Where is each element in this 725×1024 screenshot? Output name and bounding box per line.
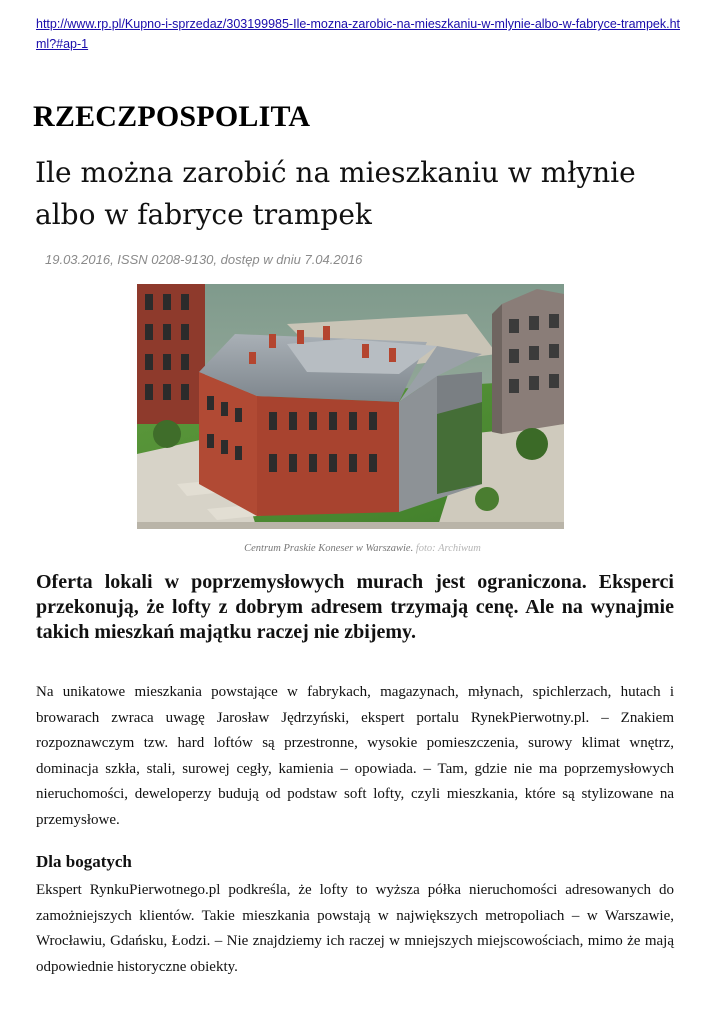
source-url-link[interactable]: http://www.rp.pl/Kupno-i-sprzedaz/303199985-Ile-mozna-zarobic-na-mieszkaniu-w-mlynie-albo-w-fabryce-trampek.html?#ap-1 — [36, 17, 681, 51]
photo-credit: foto: Archiwum — [415, 543, 481, 554]
article-lead: Oferta lokali w poprzemysłowych murach jest ograniczona. Eksperci przekonują, że lofty z dobrym adresem trzymają cenę. Ale na wynajmie takich mieszkań majątku raczej nie zbijemy. — [36, 571, 674, 643]
article-meta: 19.03.2016, ISSN 0208-9130, dostęp w dniu 7.04.2016 — [45, 252, 363, 267]
photo-caption — [0, 543, 725, 554]
section-heading: Dla bogatych — [36, 852, 132, 871]
article-title: Ile można zarobić na mieszkaniu w młynie albo w fabryce trampek — [35, 156, 636, 231]
publication-name: RZECZPOSPOLITA — [33, 100, 311, 133]
photo-caption-text: Centrum Praskie Koneser w Warszawie. — [244, 543, 414, 554]
article-paragraph: Ekspert RynkuPierwotnego.pl podkreśla, że lofty to wyższa półka nieruchomości adresowanych do zamożniejszych klientów. Takie mieszkania powstają w największych metropoliach – w Warszawie, Wrocławiu, Gdańsku, Łodzi. – Nie znajdziemy ich raczej w mniejszych miejscowościach, mimo że mają odpowiednie historyczne obiekty. — [36, 882, 674, 975]
article-paragraph: Na unikatowe mieszkania powstające w fabrykach, magazynach, młynach, spichlerzach, hutach i browarach zwraca uwagę Jarosław Jędrzyński, ekspert portalu RynekPierwotny.pl. – Znakiem rozpoznawczym tzw. hard loftów są przestronne, wysokie pomieszczenia, surowy klimat wnętrz, dominacja szkła, stali, surowej cegły, kamienia – opowiada. – Tam, gdzie nie ma poprzemysłowych nieruchomości, deweloperzy budują od podstaw soft lofty, czyli mieszkania, które są stylizowane na przemysłowe. — [36, 684, 674, 828]
article-photo — [137, 284, 564, 529]
